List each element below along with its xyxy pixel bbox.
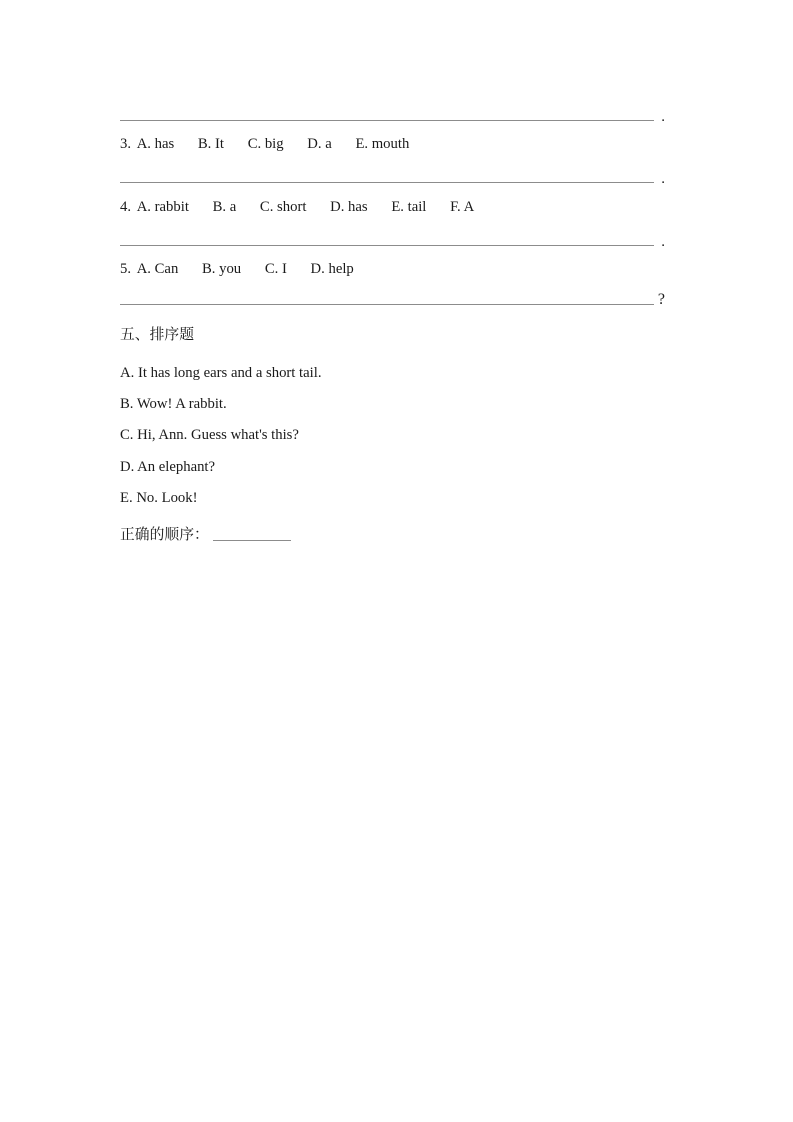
scramble-option: A. has (136, 136, 175, 152)
scramble-item-number: 4. (120, 199, 132, 215)
sentence-item: E. No. Look! (120, 490, 198, 506)
section-heading-ordering: 五、排序题 (120, 326, 194, 343)
answer-rule (120, 182, 654, 183)
scramble-option: C. I (264, 261, 287, 277)
scramble-option: E. mouth (355, 136, 410, 152)
sentence-item: A. It has long ears and a short tail. (120, 365, 322, 381)
correct-order-blank[interactable] (213, 540, 291, 541)
scramble-option: B. a (212, 199, 237, 215)
answer-rule (120, 304, 654, 305)
answer-line-2[interactable] (120, 166, 665, 186)
answer-rule (120, 120, 654, 121)
scramble-option: E. tail (391, 199, 427, 215)
scramble-item-number: 3. (120, 136, 132, 152)
scramble-item-5 (120, 259, 720, 279)
correct-order-label: 正确的顺序： (120, 526, 209, 543)
scramble-option: D. has (330, 199, 368, 215)
answer-line-punctuation: . (661, 171, 665, 187)
scramble-option: A. rabbit (136, 199, 189, 215)
sentence-item: B. Wow! A rabbit. (120, 396, 227, 412)
scramble-item-number: 5. (120, 261, 132, 277)
scramble-option: D. help (310, 261, 354, 277)
scramble-option: C. short (259, 199, 307, 215)
correct-order-prompt (120, 524, 291, 546)
scramble-option: C. big (247, 136, 284, 152)
scramble-item-3 (120, 134, 720, 154)
answer-line-4[interactable] (120, 288, 665, 308)
scramble-option: B. It (197, 136, 225, 152)
answer-line-punctuation: . (661, 109, 665, 125)
scramble-option: A. Can (136, 261, 179, 277)
scramble-option: D. a (307, 136, 332, 152)
sentence-item: D. An elephant? (120, 459, 216, 475)
answer-rule (120, 245, 654, 246)
answer-line-3[interactable] (120, 229, 665, 249)
scramble-option: F. A (450, 199, 475, 215)
sentence-item: C. Hi, Ann. Guess what's this? (120, 427, 299, 443)
scramble-item-4 (120, 197, 720, 217)
answer-line-punctuation: . (661, 234, 665, 250)
answer-line-1[interactable] (120, 104, 665, 124)
answer-line-punctuation: ? (657, 291, 665, 308)
scramble-option: B. you (201, 261, 242, 277)
